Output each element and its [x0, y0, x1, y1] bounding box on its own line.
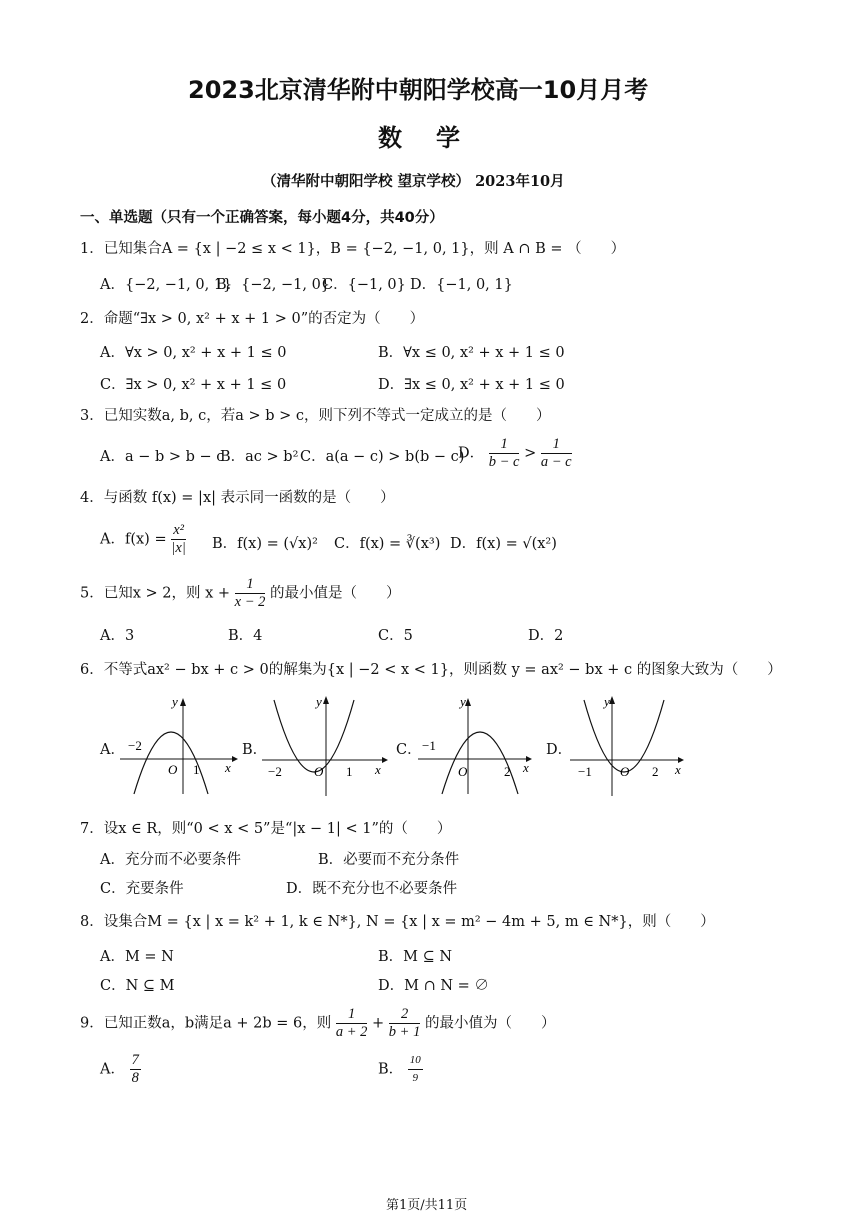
- question-8-option-b: B．M ⊆ N: [378, 949, 453, 965]
- stem-text: 的最小值是（ ）: [270, 585, 401, 602]
- question-3-option-b: B．ac > b²: [220, 449, 299, 465]
- question-5-option-a: A．3: [100, 628, 135, 644]
- question-9-stem: [80, 1006, 555, 1041]
- question-2-option-a: A．∀x > 0, x² + x + 1 ≤ 0: [100, 345, 287, 361]
- question-7-option-d: D．既不充分也不必要条件: [286, 881, 458, 897]
- question-6-option-c: C．: [396, 742, 422, 758]
- denominator: b − c: [488, 454, 520, 470]
- origin-label: O: [620, 764, 630, 779]
- root-label-left: −1: [578, 764, 592, 779]
- question-1-option-b: B．{−2, −1, 0}: [216, 277, 331, 293]
- origin-label: O: [314, 764, 324, 779]
- question-9-option-b: [378, 1052, 423, 1087]
- question-6-stem: 6．不等式ax² − bx + c > 0的解集为{x | −2 < x < 1}，则函数 y = ax² − bx + c 的图象大致为（ ）: [80, 662, 782, 678]
- subject-title: 数学: [378, 124, 494, 152]
- question-4-option-d: D．f(x) = √(x²): [450, 536, 557, 552]
- root-label-right: 1: [193, 762, 200, 777]
- fraction: [489, 436, 520, 471]
- question-8-option-c: C．N ⊆ M: [100, 978, 175, 994]
- question-3-option-c: C．a(a − c) > b(b − c): [300, 449, 465, 465]
- question-7-stem: 7．设x ∈ R，则“0 < x < 5”是“|x − 1| < 1”的（ ）: [80, 821, 452, 837]
- fraction: [408, 1052, 423, 1087]
- fraction: [171, 522, 186, 557]
- stem-text: 5．已知x > 2，则 x +: [80, 585, 231, 602]
- question-6-option-d: D．: [546, 742, 573, 758]
- x-label: x: [675, 762, 681, 777]
- question-1-option-a: A．{−2, −1, 0, 1}: [100, 277, 233, 293]
- question-1-option-c: C．{−1, 0}: [322, 277, 406, 293]
- question-2-option-b: B．∀x ≤ 0, x² + x + 1 ≤ 0: [378, 345, 565, 361]
- fraction: [541, 436, 572, 471]
- x-label: x: [375, 762, 381, 777]
- option-label: D．: [458, 445, 485, 462]
- numerator: 2: [389, 1006, 421, 1024]
- x-axis-arrow: [382, 757, 388, 763]
- numerator: x²: [173, 522, 184, 538]
- question-6-option-b: B．: [242, 742, 268, 758]
- question-3-option-a: A．a − b > b − c: [100, 449, 225, 465]
- origin-label: O: [168, 762, 178, 777]
- x-label: x: [225, 760, 231, 775]
- graph-d: [570, 694, 690, 798]
- x-label: x: [523, 760, 529, 775]
- option-label: A．: [100, 1061, 125, 1078]
- question-6-option-a: A．: [100, 742, 125, 758]
- operator: >: [524, 445, 537, 462]
- numerator: 1: [235, 576, 266, 594]
- question-4-stem: 4．与函数 f(x) = |x| 表示同一函数的是（ ）: [80, 490, 395, 506]
- section-heading: 一、单选题（只有一个正确答案，每小题4分，共40分）: [80, 210, 444, 226]
- y-axis-arrow: [609, 696, 615, 704]
- question-3-stem: 3．已知实数a, b, c，若a > b > c，则下列不等式一定成立的是（ ）: [80, 408, 551, 424]
- question-7-option-b: B．必要而不充分条件: [318, 852, 460, 868]
- question-5-option-d: D．2: [528, 628, 564, 644]
- question-2-stem: 2．命题“∃x > 0, x² + x + 1 > 0”的否定为（ ）: [80, 311, 425, 327]
- question-8-option-d: D．M ∩ N = ∅: [378, 978, 489, 994]
- fraction: [336, 1006, 368, 1041]
- question-4-option-a: [100, 522, 186, 557]
- parabola: [442, 732, 518, 794]
- question-1-stem: 1．已知集合A = {x | −2 ≤ x < 1}，B = {−2, −1, 0, 1}，则 A ∩ B = （ ）: [80, 241, 626, 257]
- question-8-option-a: A．M = N: [100, 949, 174, 965]
- stem-text: 9．已知正数a，b满足a + 2b = 6，则: [80, 1015, 332, 1032]
- parabola: [584, 700, 664, 772]
- question-4-option-b: B．f(x) = (√x)²: [212, 536, 318, 552]
- y-axis-arrow: [180, 698, 186, 706]
- question-1-option-d: D．{−1, 0, 1}: [410, 277, 513, 293]
- fraction: [235, 576, 266, 611]
- graph-a: [120, 696, 240, 796]
- y-label: y: [172, 696, 178, 709]
- question-9-option-a: [100, 1052, 141, 1087]
- question-4-option-c: C．f(x) = ∛(x³): [334, 536, 441, 552]
- root-label-left: −1: [422, 738, 436, 753]
- parabola: [274, 700, 354, 772]
- question-7-option-c: C．充要条件: [100, 881, 184, 897]
- y-axis-arrow: [323, 696, 329, 704]
- operator: +: [372, 1015, 385, 1032]
- numerator: 1: [541, 436, 572, 454]
- question-5-option-c: C．5: [378, 628, 413, 644]
- stem-text: 的最小值为（ ）: [424, 1015, 556, 1032]
- option-label: B．: [378, 1061, 404, 1078]
- question-5-stem: [80, 576, 401, 611]
- question-2-option-d: D．∃x ≤ 0, x² + x + 1 ≤ 0: [378, 377, 565, 393]
- graph-b: [262, 694, 392, 798]
- denominator: 8: [131, 1070, 139, 1086]
- denominator: x − 2: [234, 594, 266, 610]
- fraction: [130, 1052, 141, 1087]
- root-label-right: 2: [652, 764, 659, 779]
- root-label-right: 2: [504, 764, 511, 779]
- numerator: 7: [131, 1052, 139, 1068]
- x-axis-arrow: [232, 756, 238, 762]
- y-label: y: [604, 694, 610, 709]
- option-label: A．f(x) =: [100, 531, 167, 548]
- question-7-option-a: A．充分而不必要条件: [100, 852, 241, 868]
- fraction: [389, 1006, 421, 1041]
- exam-meta: （清华附中朝阳学校 望京学校） 2023年10月: [262, 173, 565, 190]
- page-footer: 第1页/共11页: [386, 1198, 468, 1213]
- question-2-option-c: C．∃x > 0, x² + x + 1 ≤ 0: [100, 377, 287, 393]
- root-label-left: −2: [128, 738, 142, 753]
- y-label: y: [316, 694, 322, 709]
- denominator: 9: [412, 1072, 419, 1084]
- page-title: 2023北京清华附中朝阳学校高一10月月考: [188, 76, 649, 104]
- numerator: 1: [489, 436, 520, 454]
- question-5-option-b: B．4: [228, 628, 263, 644]
- denominator: a − c: [540, 454, 572, 470]
- question-8-stem: 8．设集合M = {x | x = k² + 1, k ∈ N*}, N = {x | x = m² − 4m + 5, m ∈ N*}，则（ ）: [80, 914, 715, 930]
- origin-label: O: [458, 764, 468, 779]
- root-label-left: −2: [268, 764, 282, 779]
- question-3-option-d: [458, 436, 572, 471]
- denominator: a + 2: [335, 1024, 368, 1040]
- denominator: b + 1: [388, 1024, 421, 1040]
- y-label: y: [460, 696, 466, 709]
- numerator: 10: [408, 1052, 423, 1070]
- graph-c: [418, 696, 538, 796]
- y-axis-arrow: [465, 698, 471, 706]
- numerator: 1: [336, 1006, 368, 1024]
- root-label-right: 1: [346, 764, 353, 779]
- denominator: |x|: [171, 540, 186, 556]
